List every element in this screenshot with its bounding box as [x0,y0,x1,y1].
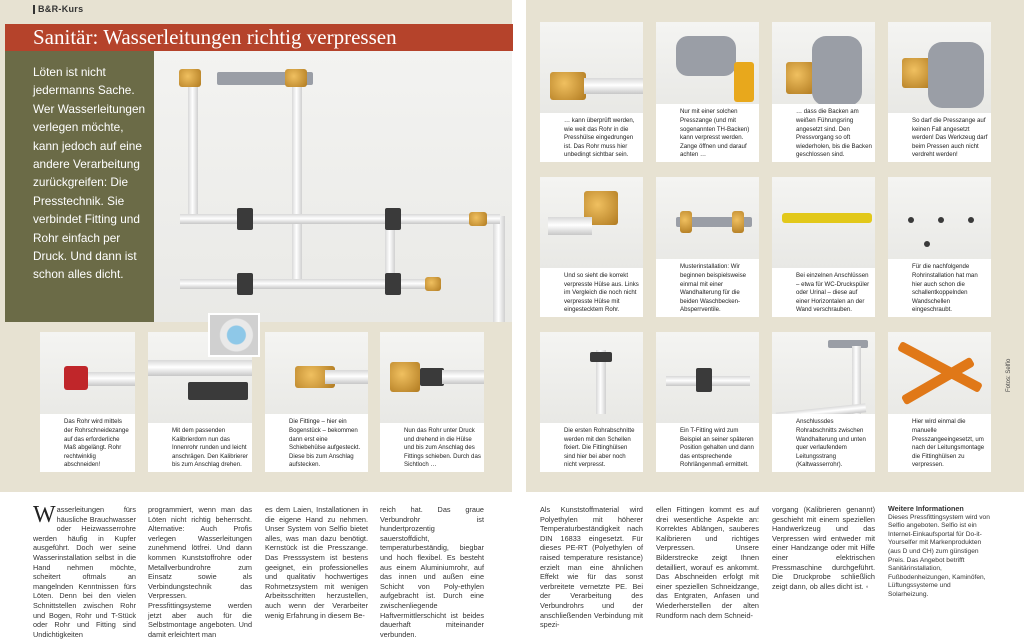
fitting [390,362,420,392]
step-caption [656,104,759,162]
press-jaw [676,36,736,76]
article-title: Sanitär: Wasserleitungen richtig verpressen [5,24,513,51]
step-photo-16 [888,332,991,472]
body-column-1 [33,502,136,639]
step-photo-05 [540,22,643,162]
caption-text: So darf die Presszange auf keinen Fall angesetzt werden! Das Werkzeug darf beim Pressen auch nicht verdreht werden! [912,117,988,159]
mounting-plate [828,340,868,348]
caption-text: Anschlussdes Rohrabschnitts zwischen Wandhalterung und unten quer verlaufendem Leitungsstrang (Kaltwasserrohr). [796,418,866,469]
body-text: Als Kunststoffmaterial wird Polyethylen mit höherer Temperaturbeständigkeit nach DIN 16833 eingesetzt. Für dieses PE-RT (Polyethylen of raised temperature resistance) erzielt man eine ähnlichen Effekt wie für das sonst verbreitete vernetzte PE. Bei der Verarbeitung des Verbundrohrs und der anschließenden Verbindung mit spezi- [540,505,643,630]
step-caption [40,414,135,472]
caption-text: Das Rohr wird mittels der Rohrschneidezange auf das erforderliche Maß abgelängt. Rohr rechtwinklig abschneiden! [64,418,129,469]
caption-text: Die Fittinge – hier ein Bogenstück – bekommen dann erst eine Schiebehülse aufgesteckt. Diese bis zum Anschlag aufstecken. [289,418,361,469]
step-caption [540,268,643,317]
clamp [237,208,253,230]
pipe [442,370,484,384]
body-column-7 [772,505,875,626]
caption-text: Ein T-Fitting wird zum Beispiel an seiner späteren Position gehalten und dann das entsprechende Rohrlängenmaß ermittelt. [680,427,754,469]
wall-clamp [908,217,914,223]
clamp [385,273,401,295]
spirit-level [782,213,872,223]
step-photo-06 [656,22,759,162]
step-photo-03 [265,332,368,472]
clamp [385,208,401,230]
brass-fitting-right [285,69,307,87]
step-photo-11 [772,177,875,317]
step-caption [888,259,991,317]
info-heading: Weitere Informationen [888,504,964,513]
body-column-3 [265,505,368,626]
step-photo-10 [656,177,759,317]
step-caption [772,104,875,162]
elbow-fitting [425,277,441,291]
step-caption [888,414,991,472]
caption-text: Musterinstallation: Wir beginnen beispielsweise einmal mit einer Wandhalterung für die beiden Waschbecken-Absperrventile. [680,263,747,314]
step-caption [772,414,875,472]
body-column-6 [656,505,759,626]
caption-text: Für die nachfolgende Rohrinstallation hat man hier auch schon die schallentkoppelnden Wandschellen eingeschraubt. [912,263,978,314]
step-photo-14 [656,332,759,472]
press-tool-handle [734,62,754,102]
wall-clamp [968,217,974,223]
pipe [584,78,643,94]
wall-clamp [938,217,944,223]
sleeve [325,370,368,384]
photo-credit: Fotos: Selfio [1006,358,1012,392]
body-column-5 [540,505,643,630]
step-caption [380,423,484,472]
sleeve [420,368,444,386]
vertical-pipe [292,87,302,287]
section-label: B&R-Kurs [38,4,84,14]
calibrator [188,382,248,400]
vertical-pipe [493,216,505,322]
body-text: vorgang (Kalibrieren genannt) geschieht mit einem speziellen Handwerkzeug und das Verpressen wird entweder mit einer Handzange oder mit Hilfe einer elektrischen Pressmaschine durchgeführt. Die Druckprobe schließlich zeigt dann, ob alles dicht ist. ◦ [772,505,875,591]
step-caption [772,268,875,317]
step-photo-09 [540,177,643,317]
body-text: programmiert, wenn man das Löten nicht richtig beherrscht. Alternative: Auch Profis verlegen Wasserleitungen zunehmend lötfrei. Und dann kommen Kunststoffrohre oder Metallverbundrohre zum Einsatz sowie als Verbindungstechnik das Verpressen. Pressfittingsysteme werden jetzt aber auch für die Selbstmontage angeboten. Und damit erleichtert man [148,505,252,639]
step-caption [540,423,643,472]
body-text: es dem Laien, Installationen in die eigene Hand zu nehmen. Unser System von Selfio bietet alles, was man dazu benötigt. Kernstück ist die Presszange. Das Presssystem ist bestens geeignet, ein professionelles und qualitativ hochwertiges Rohrnetzsystem mit wenigen Arbeitsschritten herzustellen, auch wenn der Verarbeiter wenig Erfahrung in diesem Be- [265,505,368,620]
body-text: ellen Fittingen kommt es auf drei wesentliche Aspekte an: Korrektes Ablängen, sauberes Kalibrieren und richtiges Verpressen. Unsere Bilderstrecke zeigt Ihnen detailliert, worauf es ankommt. Das Abschneiden erfolgt mit einer speziellen Schneidzange, das Entgraten, Anfasen und Wiederherstellen der alten Rundform nach dem Schneid- [656,505,759,620]
body-text: reich hat. Das graue Verbundrohr ist hundertprozentig sauerstoffdicht, temperaturbeständig, biegbar und hoch flexibel. Es besteht aus einem Aluminiumrohr, auf das innen und außen eine Schicht von Poly-ethylen aufgebracht ist. Durch eine zwischenliegende Haftvermittlerschicht ist beides dauerhaft miteinander verbunden. [380,505,484,639]
step-caption [265,414,368,472]
caption-text: … dass die Backen am weißen Führungsring angesetzt sind. Den Pressvorgang so oft wiederholen, bis die Backen geschlossen sind. [796,108,872,159]
caption-text: Mit dem passenden Kalibrierdorn nun das Innenrohr runden und leicht anschrägen. Den Kalibrierer bis zum Anschlag drehen. [172,427,248,469]
horizontal-pipe [180,214,500,224]
caption-text: Die ersten Rohrabschnitte werden mit den Schellen fixiert. Die Fittinghülsen sind hier bei aber noch nicht verpresst. [564,427,635,469]
step-photo-08 [888,22,991,162]
step-photo-01 [40,332,135,472]
caption-text: Und so sieht die korrekt verpresste Hülse aus. Links im Vergleich die noch nicht verpresste Hülse mit eingestecktem Rohr. [564,272,639,314]
pipe-cross-section-inset [208,313,260,357]
caption-text: … kann überprüft werden, wie weit das Rohr in die Presshülse eingedrungen ist. Das Rohr muss hier unbedingt sichtbar sein. [564,117,635,159]
drop-cap: W [33,502,56,528]
step-caption [148,423,252,472]
caption-text: Nun das Rohr unter Druck und drehend in die Hülse und bis zum Anschlag des Fittings schieben. Durch das Sichtloch … [404,427,481,469]
brass-fitting [732,211,744,233]
step-caption [656,423,759,472]
info-text: Dieses Pressfittingsystem wird von Selfio angeboten. Selfio ist ein Internet-Einkaufsportal für Do-it-Yourselfer mit Markenprodukten (aus D und CH) zum günstigen Preis. Das Angebot betrifft Sanitärinstallation, Fußbodenheizungen, Kaminöfen, Lüftungssysteme und Solarheizung. [888,513,990,598]
pipe [548,217,592,235]
step-photo-13 [540,332,643,472]
pipe [80,372,135,386]
pipe-cutter [64,366,88,390]
elbow-fitting [469,212,487,226]
press-jaw [928,42,984,108]
section-marker [33,5,35,14]
clamp [590,352,612,362]
press-jaw [812,36,862,106]
fitting [550,72,586,100]
body-text: asserleitungen fürs häusliche Brauchwasser oder Heizwasserrohre werden häufig in Kupfer ausgeführt. Doch wer seine Wasserinstallation selbst in die Hand nehmen möchte, scheitert oftmals an mangelnden Kenntnissen fürs Löten. Denn bei den vielen Schnittstellen zwischen Rohr und Bogen, Rohr und T-Stück oder Rohr und Fitting sind Undichtigkeiten [33,505,136,639]
fitting [786,62,814,94]
vertical-pipe [188,87,198,217]
step-photo-12 [888,177,991,317]
intro-text: Löten ist nicht jedermanns Sache. Wer Wasserleitungen verlegen möchte, kann jedoch auf eine andere Verarbeitung zurückgreifen: Die Presstechnik. Sie verbindet Fitting und Rohr einfach per Druck. Und dann ist schon alles dicht. [5,51,154,322]
step-caption [540,113,643,162]
step-caption [888,113,991,162]
t-fitting [696,368,712,392]
brass-fitting-left [179,69,201,87]
body-column-4 [380,505,484,639]
step-photo-04 [380,332,484,472]
caption-text: Nur mit einer solchen Presszange (und mit sogenannten TH-Backen) kann verpresst werden. Zange öffnen und darauf achten … [680,108,750,159]
step-caption [656,259,759,317]
page-gutter [512,0,526,626]
step-photo-15 [772,332,875,472]
caption-text: Bei einzelnen Anschlüssen – etwa für WC-Druckspüler oder Urinal – diese auf einer Horizontalen an der Wand verschrauben. [796,272,870,314]
wall-clamp [924,241,930,247]
brass-fitting [680,211,692,233]
clamp [237,273,253,295]
caption-text: Hier wird einmal die manuelle Presszangeeingesetzt, um nach der Leitungsmontage die Fittinghülsen zu verpressen. [912,418,985,469]
pipe [148,360,252,376]
body-column-2 [148,505,252,639]
info-box [888,505,991,626]
step-photo-07 [772,22,875,162]
